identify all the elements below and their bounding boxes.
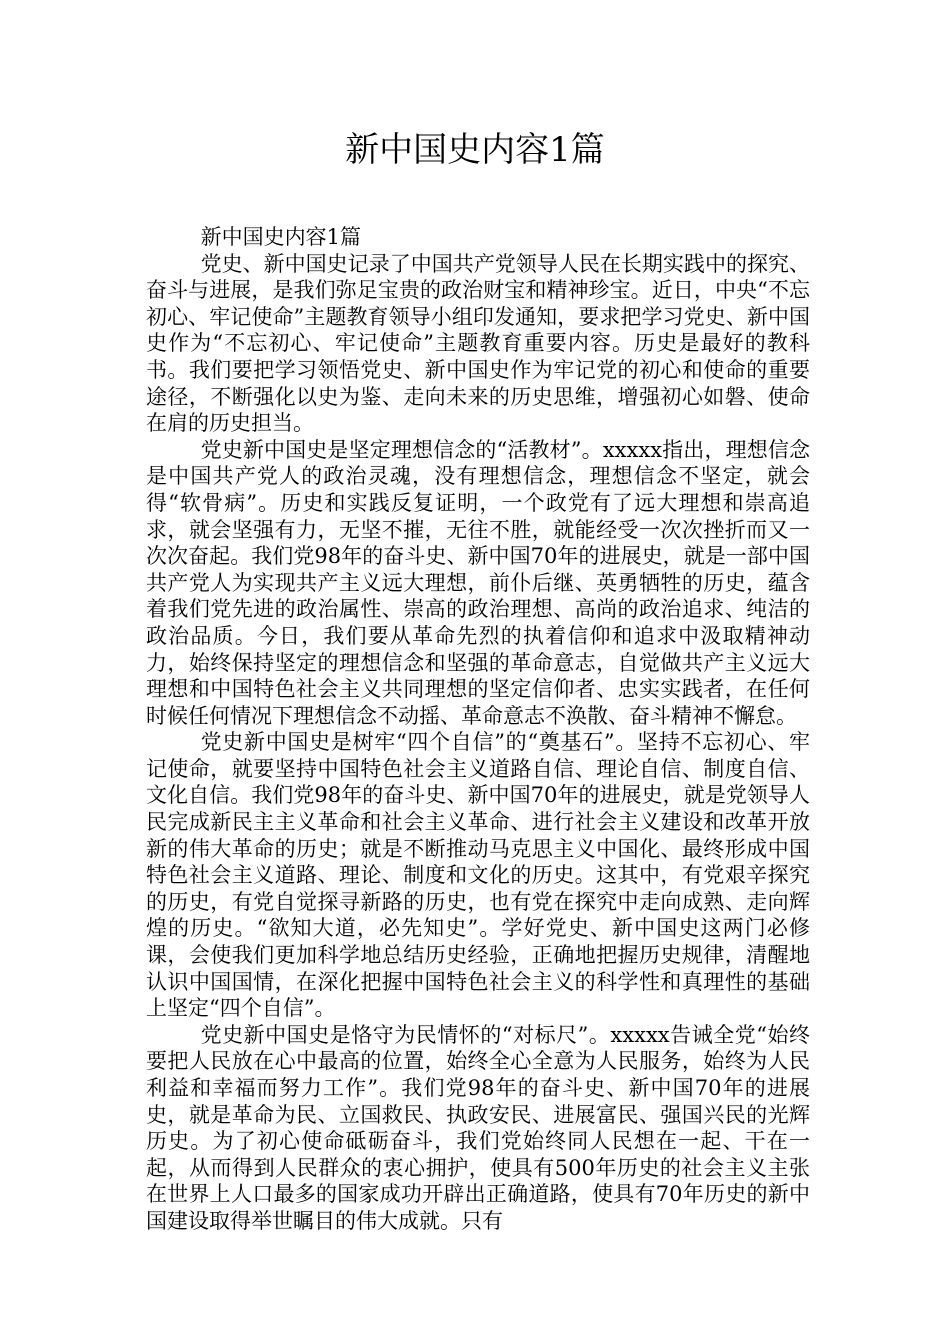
body-paragraph: 党史新中国史是坚定理想信念的“活教材”。xxxxx指出，理想信念是中国共产党人的政治灵魂，没有理想信念，理想信念不坚定，就会得“软骨病”。历史和实践反复证明，一个政党有了远大理想和崇高追求，就会坚强有力，无坚不摧，无往不胜，就能经受一次次挫折而又一次次奋起。我们党98年的奋斗史、新中国70年的进展史，就是一部中国共产党人为实现共产主义远大理想，前仆后继、英勇牺牲的历史，蕴含着我们党先进的政治属性、崇高的政治理想、高尚的政治追求、纯洁的政治品质。今日，我们要从革命先烈的执着信仰和追求中汲取精神动力，始终保持坚定的理想信念和坚强的革命意志，自觉做共产主义远大理想和中国特色社会主义共同理想的坚定信仰者、忠实实践者，在任何时候任何情况下理想信念不动摇、革命意志不涣散、奋斗精神不懈怠。 bbox=[146, 437, 810, 728]
document-body bbox=[146, 224, 810, 1235]
body-paragraph-subtitle: 新中国史内容1篇 bbox=[200, 225, 361, 249]
body-paragraph: 党史新中国史是树牢“四个自信”的“奠基石”。坚持不忘初心、牢记使命，就要坚持中国特色社会主义道路自信、理论自信、制度自信、文化自信。我们党98年的奋斗史、新中国70年的进展史，就是党领导人民完成新民主主义革命和社会主义革命、进行社会主义建设和改革开放新的伟大革命的历史；就是不断推动马克思主义中国化、最终形成中国特色社会主义道路、理论、制度和文化的历史。这其中，有党艰辛探究的历史，有党自觉探寻新路的历史，也有党在探究中走向成熟、走向辉煌的历史。“欲知大道，必先知史”。学好党史、新中国史这两门必修课，会使我们更加科学地总结历史经验，正确地把握历史规律，清醒地认识中国国情，在深化把握中国特色社会主义的科学性和真理性的基础上坚定“四个自信”。 bbox=[146, 730, 810, 1021]
document-title: 新中国史内容1篇 bbox=[345, 130, 605, 170]
body-paragraph: 党史、新中国史记录了中国共产党领导人民在长期实践中的探究、奋斗与进展，是我们弥足宝贵的政治财宝和精神珍宝。近日，中央“不忘初心、牢记使命”主题教育领导小组印发通知，要求把学习党史、新中国史作为“不忘初心、牢记使命”主题教育重要内容。历史是最好的教科书。我们要把学习领悟党史、新中国史作为牢记党的初心和使命的重要途径，不断强化以史为鉴、走向未来的历史思维，增强初心如磐、使命在肩的历史担当。 bbox=[146, 251, 810, 436]
body-paragraph: 党史新中国史是恪守为民情怀的“对标尺”。xxxxx告诫全党“始终要把人民放在心中最高的位置，始终全心全意为人民服务，始终为人民利益和幸福而努力工作”。我们党98年的奋斗史、新中国70年的进展史，就是革命为民、立国救民、执政安民、进展富民、强国兴民的光辉历史。为了初心使命砥砺奋斗，我们党始终同人民想在一起、干在一起，从而得到人民群众的衷心拥护，使具有500年历史的社会主义主张在世界上人口最多的国家成功开辟出正确道路，使具有70年历史的新中国建设取得举世瞩目的伟大成就。只有 bbox=[146, 1022, 810, 1233]
